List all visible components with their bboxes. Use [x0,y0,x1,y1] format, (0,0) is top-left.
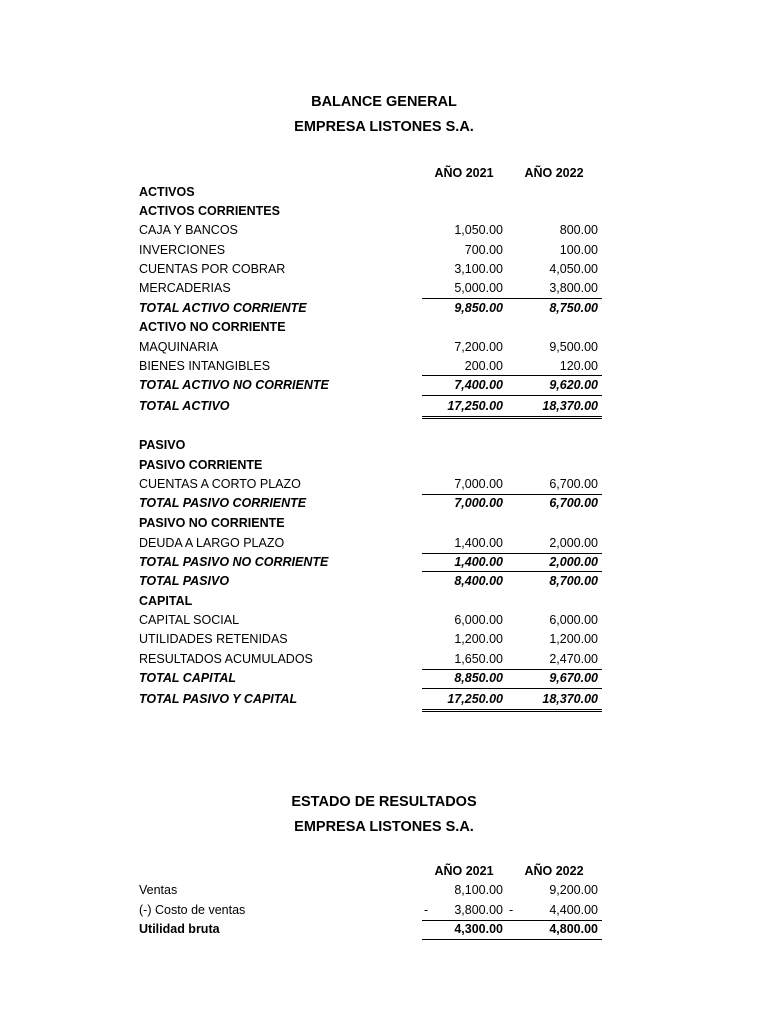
row-label: TOTAL PASIVO Y CAPITAL [139,692,298,706]
value-2021: 200.00 [464,359,503,373]
results-col-2022: AÑO 2022 [524,864,584,878]
row-label: (-) Costo de ventas [139,903,246,917]
value-2021: 1,400.00 [454,536,503,550]
balance-col-2022: AÑO 2022 [524,166,584,180]
section-header [0,318,768,337]
row-label: PASIVO NO CORRIENTE [139,516,285,530]
row-label: BIENES INTANGIBLES [139,359,271,373]
row-label: PASIVO CORRIENTE [139,458,263,472]
value-2022: 3,800.00 [549,281,598,295]
value-2021: 7,400.00 [454,378,503,392]
row-label: Ventas [139,883,178,897]
value-2022: 6,000.00 [549,613,598,627]
value-2022: 800.00 [559,223,598,237]
table-row [0,901,768,920]
value-2021: 17,250.00 [447,692,503,706]
row-label: ACTIVOS [139,185,195,199]
total-row [0,494,768,513]
row-label: TOTAL ACTIVO CORRIENTE [139,301,307,315]
value-2022: 6,700.00 [549,496,598,510]
section-header [0,514,768,533]
table-row [0,260,768,279]
value-2021: 3,100.00 [454,262,503,276]
value-2021: 7,000.00 [454,496,503,510]
row-label: Utilidad bruta [139,922,220,936]
value-2022: 100.00 [559,243,598,257]
total-rule [422,416,602,417]
total-rule [422,711,602,712]
table-row [0,630,768,649]
table-row [0,221,768,240]
row-label: MAQUINARIA [139,340,219,354]
row-label: CUENTAS A CORTO PLAZO [139,477,301,491]
value-2022: 4,400.00 [549,903,598,917]
table-row [0,611,768,630]
value-2022: 8,750.00 [549,301,598,315]
balance-col-2021: AÑO 2021 [434,166,494,180]
row-label: INVERCIONES [139,243,226,257]
value-2021: 3,800.00 [454,903,503,917]
value-2021: 1,400.00 [454,555,503,569]
value-2022: 2,000.00 [549,555,598,569]
row-label: TOTAL ACTIVO [139,399,230,413]
row-label: TOTAL CAPITAL [139,671,236,685]
subtotal-rule [422,395,602,396]
value-2021: 7,200.00 [454,340,503,354]
value-2022: 6,700.00 [549,477,598,491]
table-row [0,881,768,900]
value-2022: 9,670.00 [549,671,598,685]
row-label: TOTAL PASIVO NO CORRIENTE [139,555,329,569]
row-label: DEUDA A LARGO PLAZO [139,536,285,550]
value-2021: 6,000.00 [454,613,503,627]
table-row [0,357,768,376]
minus-sign: - [424,903,429,917]
row-label: CAPITAL [139,594,193,608]
total-row [0,572,768,591]
value-2021: 8,100.00 [454,883,503,897]
balance-company: EMPRESA LISTONES S.A. [294,119,474,135]
value-2021: 7,000.00 [454,477,503,491]
row-label: RESULTADOS ACUMULADOS [139,652,313,666]
value-2022: 18,370.00 [542,692,598,706]
row-label: TOTAL PASIVO [139,574,230,588]
value-2022: 9,200.00 [549,883,598,897]
section-header [0,592,768,611]
row-label: ACTIVOS CORRIENTES [139,204,280,218]
value-2022: 9,500.00 [549,340,598,354]
total-row [0,397,768,416]
value-2021: 700.00 [464,243,503,257]
total-rule [422,709,602,710]
total-row [0,376,768,395]
value-2021: 1,050.00 [454,223,503,237]
row-label: CUENTAS POR COBRAR [139,262,286,276]
results-title: ESTADO DE RESULTADOS [291,794,477,810]
results-company: EMPRESA LISTONES S.A. [294,819,474,835]
row-label: PASIVO [139,438,186,452]
value-2021: 1,650.00 [454,652,503,666]
table-row [0,475,768,494]
row-label: CAJA Y BANCOS [139,223,238,237]
value-2022: 8,700.00 [549,574,598,588]
section-header [0,183,768,202]
table-row [0,241,768,260]
value-2022: 18,370.00 [542,399,598,413]
total-rule [422,939,602,940]
row-label: CAPITAL SOCIAL [139,613,240,627]
row-label: MERCADERIAS [139,281,231,295]
value-2022: 120.00 [559,359,598,373]
row-label: TOTAL ACTIVO NO CORRIENTE [139,378,329,392]
value-2021: 17,250.00 [447,399,503,413]
value-2022: 2,470.00 [549,652,598,666]
value-2022: 1,200.00 [549,632,598,646]
row-label: ACTIVO NO CORRIENTE [139,320,286,334]
value-2021: 8,850.00 [454,671,503,685]
total-row [0,690,768,709]
value-2022: 4,050.00 [549,262,598,276]
results-col-2021: AÑO 2021 [434,864,494,878]
value-2021: 4,300.00 [454,922,503,936]
value-2022: 4,800.00 [549,922,598,936]
total-row [0,920,768,939]
value-2021: 5,000.00 [454,281,503,295]
row-label: TOTAL PASIVO CORRIENTE [139,496,307,510]
value-2021: 1,200.00 [454,632,503,646]
total-row [0,299,768,318]
minus-sign: - [509,903,514,917]
total-row [0,669,768,688]
value-2022: 9,620.00 [549,378,598,392]
table-row [0,338,768,357]
value-2021: 8,400.00 [454,574,503,588]
value-2021: 9,850.00 [454,301,503,315]
section-header [0,202,768,221]
balance-header-row [0,164,768,183]
balance-title: BALANCE GENERAL [311,94,457,110]
table-row [0,279,768,298]
total-rule [422,418,602,419]
value-2022: 2,000.00 [549,536,598,550]
row-label: UTILIDADES RETENIDAS [139,632,288,646]
results-header-row [0,862,768,881]
total-row [0,553,768,572]
section-header [0,436,768,455]
table-row [0,534,768,553]
table-row [0,650,768,669]
subtotal-rule [422,688,602,689]
section-header [0,456,768,475]
